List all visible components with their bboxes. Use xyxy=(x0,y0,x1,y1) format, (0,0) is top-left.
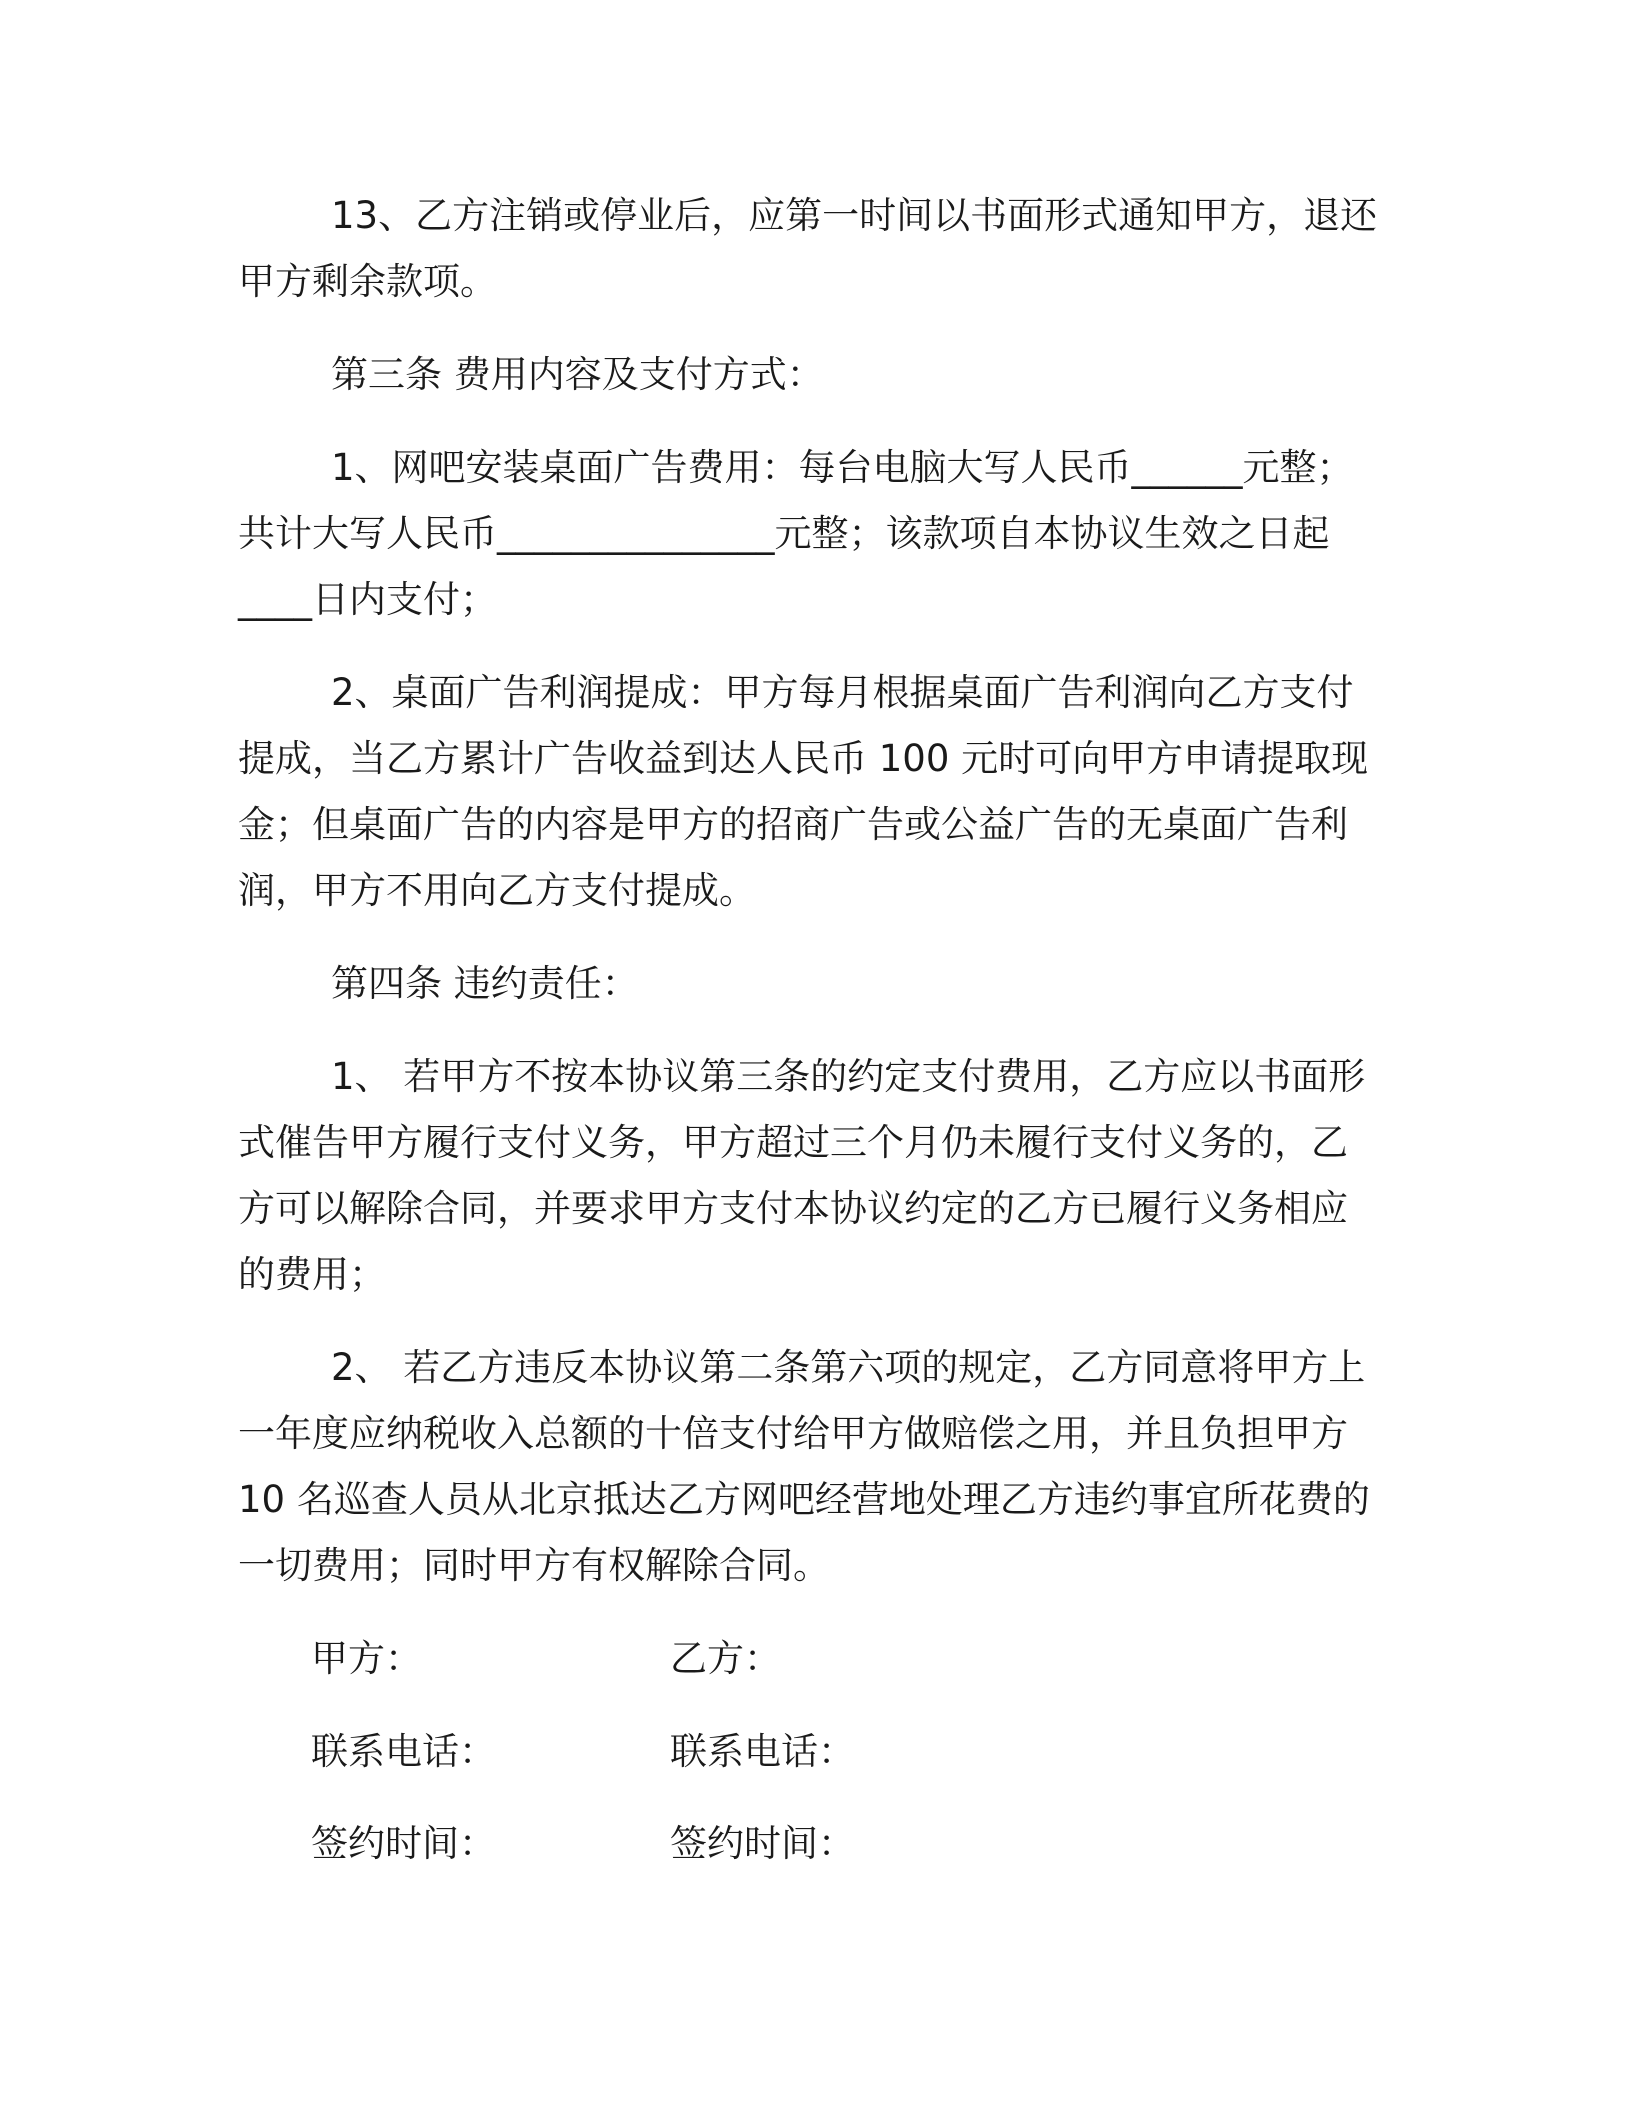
paragraph-line: 2、 若乙方违反本协议第二条第六项的规定，乙方同意将甲方上 xyxy=(331,1345,1366,1389)
paragraph-line: 润，甲方不用向乙方支付提成。 xyxy=(238,869,756,913)
paragraph-line: 13、乙方注销或停业后，应第一时间以书面形式通知甲方，退还 xyxy=(331,194,1378,237)
clause-paragraph-13 xyxy=(238,183,1378,315)
party-a-label: 甲方： xyxy=(311,1637,422,1681)
paragraph-line: 2、桌面广告利润提成：甲方每月根据桌面广告利润向乙方支付 xyxy=(331,670,1354,714)
party-b-phone-label: 联系电话： xyxy=(670,1729,855,1773)
paragraph-line: 一年度应纳税收入总额的十倍支付给甲方做赔偿之用，并且负担甲方 xyxy=(238,1412,1348,1455)
paragraph-line: 提成，当乙方累计广告收益到达人民币 100 元时可向甲方申请提取现 xyxy=(238,736,1369,780)
section-heading: 第四条 违约责任： xyxy=(331,961,639,1005)
paragraph-line: 金；但桌面广告的内容是甲方的招商广告或公益广告的无桌面广告利 xyxy=(238,803,1348,846)
paragraph-line: 的费用； xyxy=(238,1253,386,1297)
signature-row-phone xyxy=(238,1719,1368,1785)
paragraph-line: 1、网吧安装桌面广告费用：每台电脑大写人民币______元整； xyxy=(331,445,1354,489)
paragraph-line: 甲方剩余款项。 xyxy=(238,260,497,304)
paragraph-line: 方可以解除合同，并要求甲方支付本协议约定的乙方已履行义务相应 xyxy=(238,1186,1348,1230)
signature-row-party xyxy=(238,1626,1368,1692)
signature-row-date xyxy=(238,1811,1368,1877)
clause-paragraph-fee-2 xyxy=(238,660,1368,925)
party-a-phone-label: 联系电话： xyxy=(311,1729,496,1773)
paragraph-line: ____日内支付； xyxy=(238,577,497,621)
clause-paragraph-breach-1 xyxy=(238,1044,1368,1309)
party-b-label: 乙方： xyxy=(670,1637,781,1681)
paragraph-line: 10 名巡查人员从北京抵达乙方网吧经营地处理乙方违约事宜所花费的 xyxy=(238,1478,1370,1522)
party-b-date-label: 签约时间： xyxy=(670,1822,855,1866)
section-heading-article-3 xyxy=(238,342,1368,408)
paragraph-line: 一切费用；同时甲方有权解除合同。 xyxy=(238,1544,830,1588)
paragraph-line: 式催告甲方履行支付义务，甲方超过三个月仍未履行支付义务的，乙 xyxy=(238,1120,1348,1164)
paragraph-line: 1、 若甲方不按本协议第三条的约定支付费用，乙方应以书面形 xyxy=(331,1054,1366,1098)
clause-paragraph-breach-2 xyxy=(238,1335,1368,1600)
clause-paragraph-fee-1 xyxy=(238,435,1368,634)
section-heading-article-4 xyxy=(238,951,1368,1017)
party-a-date-label: 签约时间： xyxy=(311,1822,496,1866)
section-heading: 第三条 费用内容及支付方式： xyxy=(331,352,824,396)
paragraph-line: 共计大写人民币_______________元整；该款项自本协议生效之日起 xyxy=(238,511,1330,555)
